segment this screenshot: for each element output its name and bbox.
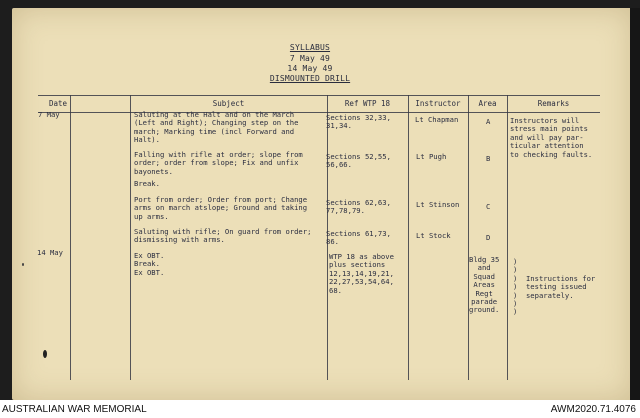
row-ref: Sections 32,33, 31,34. (326, 113, 391, 131)
row-date: 14 May (37, 248, 63, 257)
ink-mark (22, 263, 24, 266)
row-area: A (486, 117, 491, 126)
row-subject: Saluting at the Halt and on the March (Left and Right); Changing step on the march; Marking time (incl Forward and Halt). (134, 110, 299, 145)
row-area: B (486, 154, 491, 163)
row-ref: WTP 18 as above plus sections 12,13,14,19,21, 22,27,53,54,64, 68. (329, 252, 394, 295)
col-header-ref: Ref WTP 18 (344, 99, 391, 108)
col-divider (408, 95, 409, 380)
doc-subtitle: DISMOUNTED DRILL (269, 74, 351, 83)
col-header-instructor: Instructor (415, 99, 461, 108)
doc-date-2: 14 May 49 (287, 64, 333, 73)
row-date: 7 May (38, 110, 60, 119)
row-instructor: Lt Chapman (415, 115, 459, 124)
doc-title: SYLLABUS (289, 43, 331, 52)
row-remarks: Instructors will stress main points and will pay par- ticular attention to checking faults. (510, 116, 593, 159)
col-header-subject: Subject (212, 99, 245, 108)
table-header-rule (38, 112, 600, 113)
col-header-area: Area (478, 99, 497, 108)
col-divider (70, 95, 71, 380)
source-label: AUSTRALIAN WAR MEMORIAL (2, 404, 147, 415)
row-subject-break: Break. (134, 179, 160, 188)
col-header-remarks: Remarks (537, 99, 570, 108)
ink-mark (43, 350, 47, 358)
row-area: Bldg 35 and Squad Areas Regt parade ground. (469, 255, 500, 315)
row-subject: Port from order; Order from port; Change arms on march atslope; Ground and taking up arms. (134, 195, 308, 221)
col-divider (507, 95, 508, 380)
row-subject: Ex OBT. Break. Ex OBT. (134, 251, 165, 277)
row-instructor: Lt Stock (416, 231, 451, 240)
row-instructor: Lt Stinson (416, 200, 460, 209)
row-subject: Saluting with rifle; On guard from order; dismissing with arms. (134, 227, 312, 245)
doc-date-1: 7 May 49 (289, 54, 331, 63)
row-area: D (486, 233, 491, 242)
row-ref: Sections 61,73, 86. (326, 229, 391, 247)
row-area: C (486, 202, 491, 211)
scan-edge (630, 8, 640, 400)
col-header-date: Date (48, 99, 68, 108)
accession-number: AWM2020.71.4076 (550, 404, 636, 415)
col-divider (468, 95, 469, 380)
row-ref: Sections 52,55, 56,66. (326, 152, 391, 170)
table-top-rule (38, 95, 600, 96)
image-credit-bar (0, 400, 640, 418)
col-divider (130, 95, 131, 380)
row-subject: Falling with rifle at order; slope from order; order from slope; Fix and unfix bayonets. (134, 150, 303, 176)
row-remarks: ) ) ) Instructions for ) testing issued ) separately. ) ) (513, 257, 596, 317)
row-ref: Sections 62,63, 77,78,79. (326, 198, 391, 216)
row-instructor: Lt Pugh (416, 152, 447, 161)
